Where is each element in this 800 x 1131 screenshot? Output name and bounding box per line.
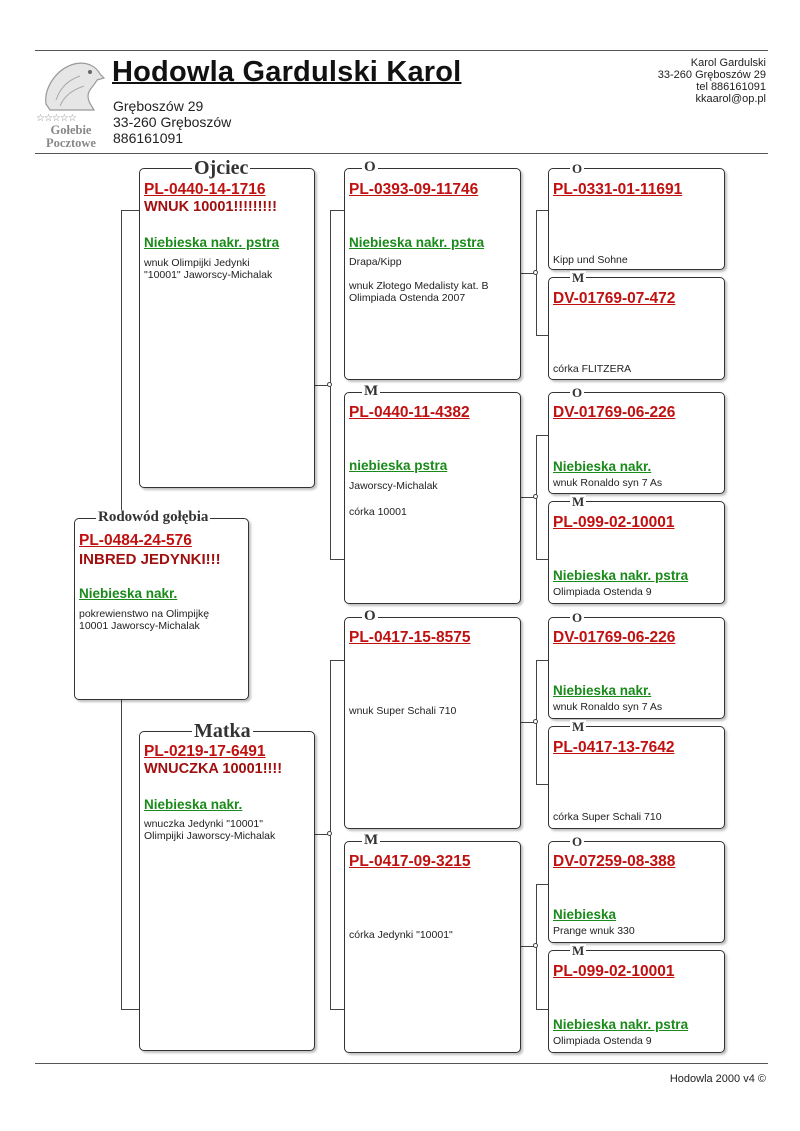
great-grandparent-label: M — [572, 719, 585, 734]
subject-color: Niebieska nakr. — [79, 586, 178, 601]
maternal-grandfather-ring[interactable]: PL-0417-15-8575 — [349, 629, 471, 646]
great-grandparent-ring[interactable]: DV-01769-07-472 — [553, 290, 676, 307]
info-line: Olimpijki Jaworscy-Michalak — [144, 830, 276, 842]
top-divider — [35, 50, 768, 51]
great-grandparent-ring[interactable]: PL-099-02-10001 — [553, 963, 675, 980]
contact-phone: tel 886161091 — [696, 81, 766, 93]
great-grandparent-info: wnuk Ronaldo syn 7 As — [553, 701, 663, 713]
father-note: WNUK 10001!!!!!!!!! — [144, 199, 277, 215]
great-grandparent-info: Olimpiada Ostenda 9 — [553, 1035, 652, 1047]
maternal-grandmother-ring[interactable]: PL-0417-09-3215 — [349, 853, 471, 870]
great-grandparent-color: Niebieska nakr. — [553, 683, 652, 698]
father-ring-number[interactable]: PL-0440-14-1716 — [144, 181, 266, 198]
mother-info — [144, 818, 275, 842]
great-grandparent-label: O — [572, 610, 583, 625]
great-grandparent-ring[interactable]: DV-07259-08-388 — [553, 853, 676, 870]
pigeon-logo — [36, 56, 106, 148]
father-card[interactable] — [139, 168, 315, 488]
paternal-grandfather-ring[interactable]: PL-0393-09-11746 — [349, 181, 479, 198]
maternal-grandfather-card[interactable] — [344, 617, 521, 829]
subject-note: INBRED JEDYNKI!!! — [79, 551, 221, 568]
paternal-grandmother-ring[interactable]: PL-0440-11-4382 — [349, 404, 470, 421]
great-grandparent-ring[interactable]: PL-0417-13-7642 — [553, 739, 675, 756]
maternal-grandmother-info: córka Jedynki "10001" — [349, 929, 453, 941]
great-grandparent-label: M — [572, 270, 585, 285]
father-color: Niebieska nakr. pstra — [144, 235, 280, 250]
mother-color: Niebieska nakr. — [144, 797, 243, 812]
stars-icon: ☆☆☆☆☆ — [36, 113, 76, 124]
great-grandparent-info: córka FLITZERA — [553, 363, 632, 375]
great-grandparent-color: Niebieska nakr. pstra — [553, 1017, 689, 1032]
great-grandparent-label: O — [572, 385, 583, 400]
great-grandparent-ring[interactable]: DV-01769-06-226 — [553, 629, 676, 646]
father-info — [144, 257, 272, 281]
info-line: 10001 Jaworscy-Michalak — [79, 620, 200, 632]
mother-ring-number[interactable]: PL-0219-17-6491 — [144, 743, 266, 760]
info-line: "10001" Jaworscy-Michalak — [144, 269, 273, 281]
great-grandparent-info: córka Super Schali 710 — [553, 811, 662, 823]
paternal-grandfather-info-2 — [349, 280, 488, 304]
great-grandparent-label: M — [572, 494, 585, 509]
paternal-grandfather-card[interactable] — [344, 168, 521, 380]
great-grandparent-ring[interactable]: DV-01769-06-226 — [553, 404, 676, 421]
paternal-grandmother-color: niebieska pstra — [349, 458, 448, 473]
footer-text: Hodowla 2000 v4 © — [669, 1073, 766, 1085]
info-line: wnuczka Jedynki "10001" — [144, 818, 263, 830]
mother-label: Matka — [194, 720, 251, 742]
address-line: Gręboszów 29 — [113, 98, 204, 114]
subject-ring-number[interactable]: PL-0484-24-576 — [79, 532, 192, 549]
paternal-grandfather-label: O — [364, 159, 376, 175]
paternal-grandfather-color: Niebieska nakr. pstra — [349, 235, 485, 250]
great-grandparent-ring[interactable]: PL-099-02-10001 — [553, 514, 675, 531]
great-grandparent-info: Olimpiada Ostenda 9 — [553, 586, 652, 598]
maternal-grandfather-info: wnuk Super Schali 710 — [349, 705, 457, 717]
paternal-grandmother-card[interactable] — [344, 392, 521, 604]
great-grandparent-ring[interactable]: PL-0331-01-11691 — [553, 181, 683, 198]
great-grandparent-info: wnuk Ronaldo syn 7 As — [553, 477, 663, 489]
page-title: Hodowla Gardulski Karol — [112, 56, 462, 88]
contact-address: 33-260 Gręboszów 29 — [657, 69, 766, 81]
paternal-grandfather-info: Drapa/Kipp — [349, 256, 402, 268]
info-line: Olimpiada Ostenda 2007 — [349, 292, 466, 304]
logo-text-1: Gołebie — [50, 123, 92, 137]
great-grandparent-info: Prange wnuk 330 — [553, 925, 635, 937]
mother-card[interactable] — [139, 731, 315, 1051]
great-grandparent-color: Niebieska — [553, 907, 617, 922]
father-label: Ojciec — [194, 157, 249, 179]
breeder-address — [113, 98, 231, 146]
maternal-grandmother-card[interactable] — [344, 841, 521, 1053]
contact-block — [658, 57, 766, 105]
paternal-grandmother-info-2: córka 10001 — [349, 506, 407, 518]
contact-email: kkaarol@op.pl — [695, 93, 766, 105]
paternal-grandmother-label: M — [364, 383, 379, 399]
info-line: wnuk Olimpijki Jedynki — [144, 257, 250, 269]
great-grandparent-color: Niebieska nakr. pstra — [553, 568, 689, 583]
footer-divider — [35, 1063, 768, 1064]
great-grandparent-label: M — [572, 943, 585, 958]
pigeon-icon — [36, 56, 106, 116]
maternal-grandmother-label: M — [364, 832, 379, 848]
mother-note: WNUCZKA 10001!!!! — [144, 761, 283, 777]
address-line: 886161091 — [113, 130, 184, 146]
info-line: pokrewienstwo na Olimpijkę — [79, 608, 210, 620]
paternal-grandmother-info: Jaworscy-Michalak — [349, 480, 438, 492]
great-grandparent-label: O — [572, 834, 583, 849]
subject-label: Rodowód gołębia — [98, 509, 209, 525]
maternal-grandfather-label: O — [364, 608, 376, 624]
subject-info — [79, 608, 209, 632]
contact-name: Karol Gardulski — [690, 57, 766, 69]
great-grandparent-color: Niebieska nakr. — [553, 459, 652, 474]
header-divider — [35, 153, 768, 154]
logo-text-2: Pocztowe — [46, 136, 96, 150]
great-grandparent-label: O — [572, 161, 583, 176]
great-grandparent-info: Kipp und Sohne — [553, 254, 628, 266]
address-line: 33-260 Gręboszów — [113, 114, 232, 130]
info-line: wnuk Złotego Medalisty kat. B — [349, 280, 489, 292]
